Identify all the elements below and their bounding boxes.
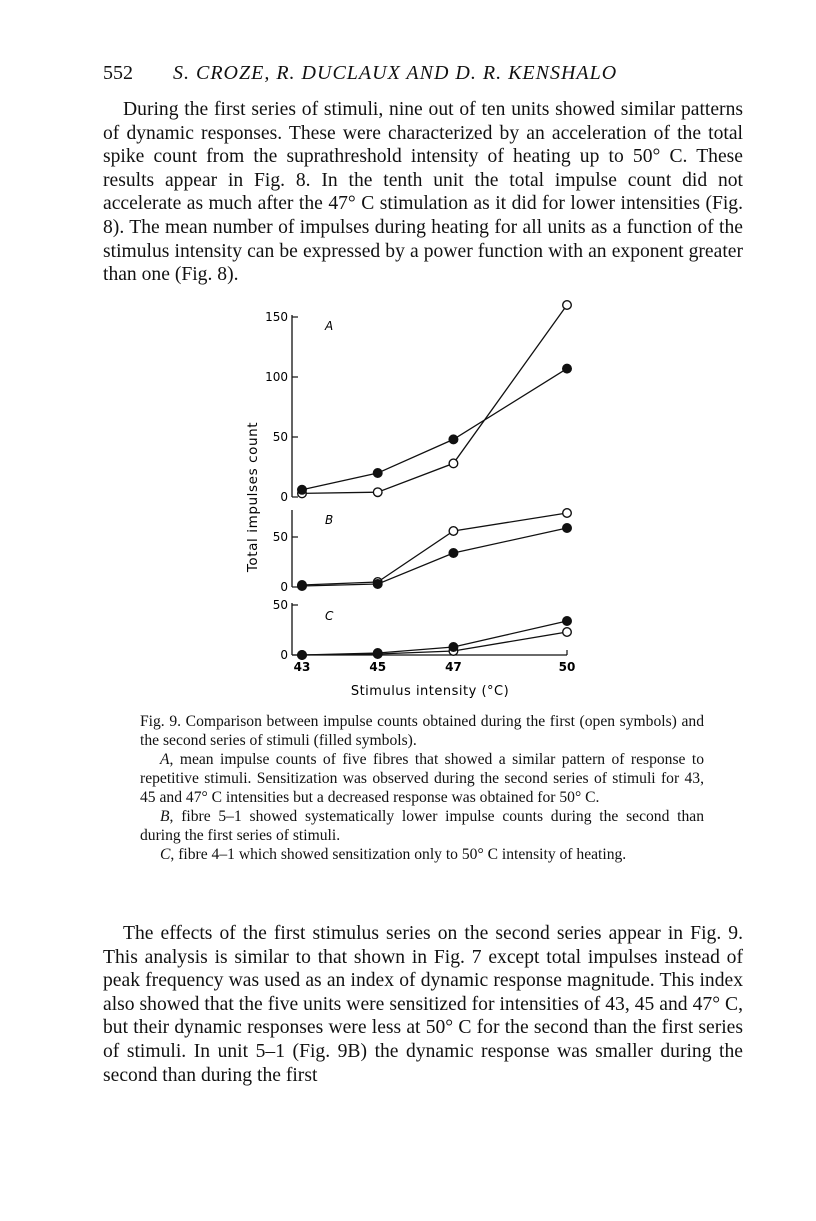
panel-a-letter: A <box>325 319 334 333</box>
panel-c-filled-point <box>449 643 458 652</box>
panel-b-filled-point <box>298 582 307 591</box>
y-axis-label: Total impulses count <box>245 421 261 573</box>
figure-9-chart <box>230 300 610 705</box>
caption-b <box>140 807 704 845</box>
x-axis-label: Stimulus intensity (°C) <box>350 684 510 699</box>
figure-caption <box>140 712 704 864</box>
caption-c <box>140 845 704 864</box>
panel-a-y-tick-label: 150 <box>265 310 288 324</box>
panel-b-filled-point <box>563 524 572 533</box>
panel-b-first-series-line <box>302 513 567 585</box>
caption-c-letter: C <box>160 846 171 863</box>
panel-c-y-tick-label: 50 <box>272 598 288 612</box>
panel-c-open-point <box>563 628 572 637</box>
panel-a-filled-point <box>298 486 307 495</box>
panel-a-open-point <box>373 488 382 497</box>
panel-c-filled-point <box>373 649 382 658</box>
panel-c-filled-point <box>298 651 307 660</box>
caption-main <box>140 712 704 750</box>
panel-b-filled-point <box>373 580 382 589</box>
panel-b-y-tick-label: 50 <box>272 530 288 544</box>
x-tick-label: 47 <box>445 660 462 674</box>
panel-b-second-series-line <box>302 528 567 586</box>
panel-a-filled-point <box>449 435 458 444</box>
chart-panels <box>265 301 575 674</box>
panel-b-filled-point <box>449 549 458 558</box>
panel-c-letter: C <box>325 609 334 623</box>
panel-a-filled-point <box>563 364 572 373</box>
panel-c-y-tick-label: 0 <box>280 648 288 662</box>
caption-fig-label: Fig. 9. <box>140 713 182 730</box>
panel-b-y-tick-label: 0 <box>280 580 288 594</box>
panel-c-first-series-line <box>302 632 567 655</box>
panel-a-open-point <box>449 459 458 468</box>
caption-a-letter: A <box>160 751 170 768</box>
panel-a-y-tick-label: 50 <box>272 430 288 444</box>
caption-a-text: , mean impulse counts of five fibres that showed a similar pattern of response to repetitive stimuli. Sensitization was observed during the second series of stimuli for 43, 45 and 47° C intensities but a decreased response was obtained for 50° C. <box>140 751 704 806</box>
running-head-authors: S. CROZE, R. DUCLAUX AND D. R. KENSHALO <box>173 62 618 84</box>
panel-b-open-point <box>563 509 572 518</box>
panel-a-filled-point <box>373 469 382 478</box>
panel-a-second-series-line <box>302 369 567 490</box>
panel-a-open-point <box>563 301 572 310</box>
panel-b <box>273 509 572 594</box>
caption-main-text: Comparison between impulse counts obtained during the first (open symbols) and the second series of stimuli (filled symbols). <box>140 713 705 749</box>
panel-b-open-point <box>449 527 458 536</box>
body-paragraph-1: During the first series of stimuli, nine out of ten units showed similar patterns of dynamic responses. These were characterized by an acceleration of the total spike count from the suprathreshold intensity of heating up to 50° C. These results appear in Fig. 8. In the tenth unit the total impulse count did not accelerate as much after the 47° C stimulation as it did for lower intensities (Fig. 8). The mean number of impulses during heating for all units as a function of the stimulus intensity can be expressed by a power function with an exponent greater than one (Fig. 8). <box>103 99 743 286</box>
caption-a <box>140 750 704 807</box>
panel-c <box>273 598 576 674</box>
caption-c-text: , fibre 4–1 which showed sensitization only to 50° C intensity of heating. <box>170 846 627 863</box>
figure-9 <box>230 300 610 710</box>
panel-a-y-tick-label: 0 <box>280 490 288 504</box>
x-tick-label: 45 <box>369 660 387 674</box>
caption-b-letter: B <box>160 808 170 825</box>
panel-a <box>265 301 571 504</box>
panel-c-filled-point <box>563 617 572 626</box>
x-tick-label: 43 <box>293 660 311 674</box>
panel-b-letter: B <box>325 513 334 527</box>
x-tick-label: 50 <box>558 660 576 674</box>
body-paragraph-2: The effects of the first stimulus series on the second series appear in Fig. 9. This analysis is similar to that shown in Fig. 7 except total impulses instead of peak frequency was used as an index of dynamic response magnitude. This index also showed that the five units were sensitized for intensities of 43, 45 and 47° C, but their dynamic responses were less at 50° C for the second than the first series of stimuli. In unit 5–1 (Fig. 9B) the dynamic response was smaller during the second than during the first <box>103 923 743 1086</box>
panel-a-first-series-line <box>302 305 567 493</box>
page-number: 552 <box>103 62 133 84</box>
panel-a-y-tick-label: 100 <box>265 370 288 384</box>
caption-b-text: , fibre 5–1 showed systematically lower impulse counts during the second than during the first series of stimuli. <box>140 808 704 844</box>
running-header <box>103 62 743 92</box>
